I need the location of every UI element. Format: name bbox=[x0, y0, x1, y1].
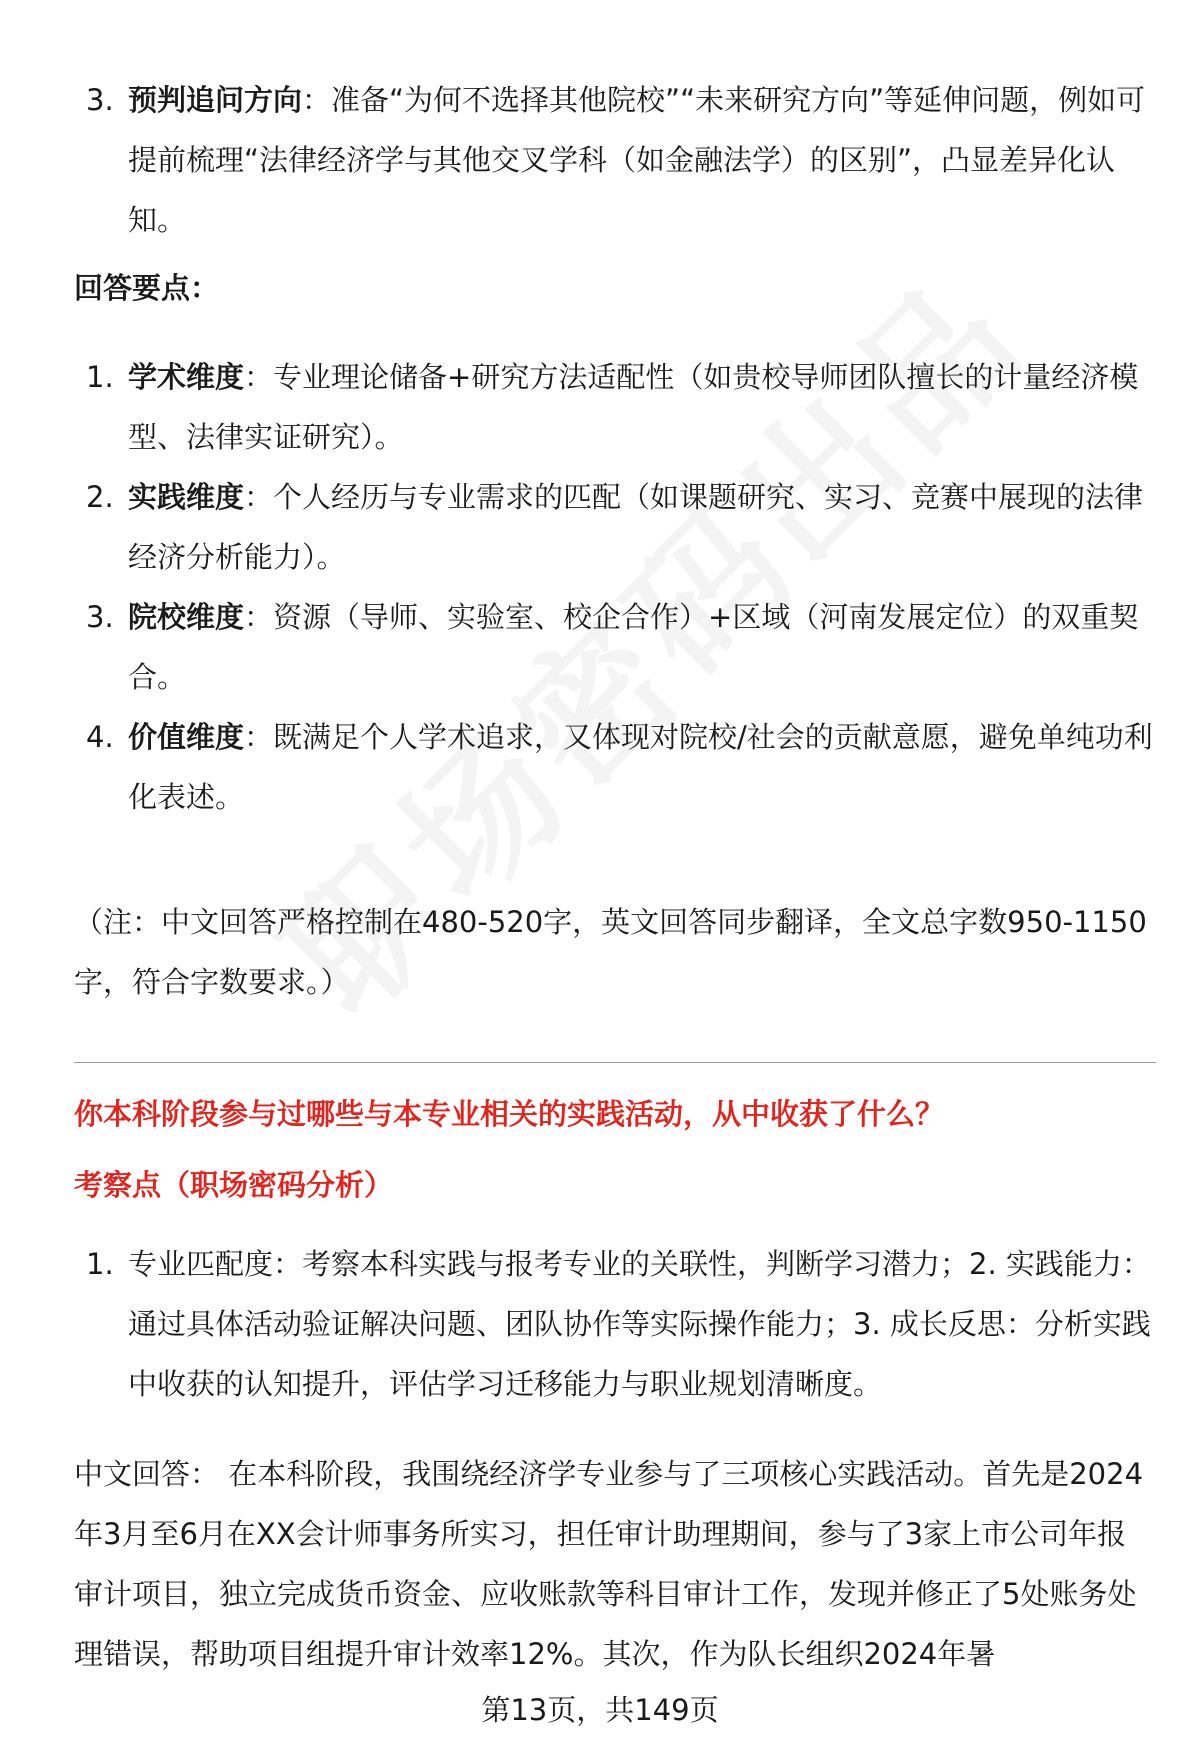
question-subtitle: 考察点（职场密码分析） bbox=[74, 1168, 394, 1202]
list-text: 专业匹配度：考察本科实践与报考专业的关联性，判断学习潜力；2. 实践能力：通过具体活动验证解决问题、团队协作等实际操作能力；3. 成长反思：分析实践中收获的认知提升，评估学习迁移能力与职业规划清晰度。 bbox=[128, 1247, 1151, 1401]
list-label: 学术维度 bbox=[128, 360, 245, 394]
list-number: 3. bbox=[86, 600, 114, 634]
list-label: 实践维度 bbox=[128, 480, 245, 514]
list-item bbox=[74, 70, 1154, 250]
list-item bbox=[74, 347, 1154, 467]
page-footer: 第13页，共149页 bbox=[481, 1693, 719, 1727]
assessment-list bbox=[74, 1234, 1154, 1414]
list-item bbox=[74, 707, 1154, 827]
list-number: 1. bbox=[86, 360, 114, 394]
list-text: ：准备“为何不选择其他院校”“未来研究方向”等延伸问题，例如可提前梳理“法律经济学与其他交叉学科（如金融法学）的区别”，凸显差异化认知。 bbox=[128, 83, 1146, 237]
list-item bbox=[74, 467, 1154, 587]
list-number: 4. bbox=[86, 720, 114, 754]
list-number: 2. bbox=[86, 480, 114, 514]
list-text: ：既满足个人学术追求，又体现对院校/社会的贡献意愿，避免单纯功利化表述。 bbox=[128, 720, 1153, 814]
answer-points-list bbox=[74, 347, 1154, 827]
list-item bbox=[74, 1234, 1154, 1414]
list-label: 院校维度 bbox=[128, 600, 245, 634]
list-text: ：专业理论储备+研究方法适配性（如贵校导师团队擅长的计量经济模型、法律实证研究）。 bbox=[128, 360, 1139, 454]
section-divider bbox=[74, 1062, 1156, 1063]
answer-points-heading: 回答要点： bbox=[74, 271, 220, 305]
word-count-note: （注：中文回答严格控制在480-520字，英文回答同步翻译，全文总字数950-1150字，符合字数要求。） bbox=[74, 905, 1147, 999]
list-item bbox=[74, 587, 1154, 707]
list-text: ：资源（导师、实验室、校企合作）+区域（河南发展定位）的双重契合。 bbox=[128, 600, 1139, 694]
chinese-answer: 中文回答： 在本科阶段，我围绕经济学专业参与了三项核心实践活动。首先是2024年3月至6月在XX会计师事务所实习，担任审计助理期间，参与了3家上市公司年报审计项目，独立完成货币资金、应收账款等科目审计工作，发现并修正了5处账务处理错误，帮助项目组提升审计效率12%。其次，作为队长组织2024年暑 bbox=[74, 1457, 1144, 1671]
list-label: 价值维度 bbox=[128, 720, 245, 754]
question-title: 你本科阶段参与过哪些与本专业相关的实践活动，从中收获了什么？ bbox=[74, 1097, 945, 1131]
list-text: ：个人经历与专业需求的匹配（如课题研究、实习、竞赛中展现的法律经济分析能力）。 bbox=[128, 480, 1144, 574]
prep-list bbox=[74, 70, 1154, 250]
list-label: 预判追问方向 bbox=[128, 83, 303, 117]
list-number: 3. bbox=[86, 83, 114, 117]
list-number: 1. bbox=[86, 1247, 114, 1281]
